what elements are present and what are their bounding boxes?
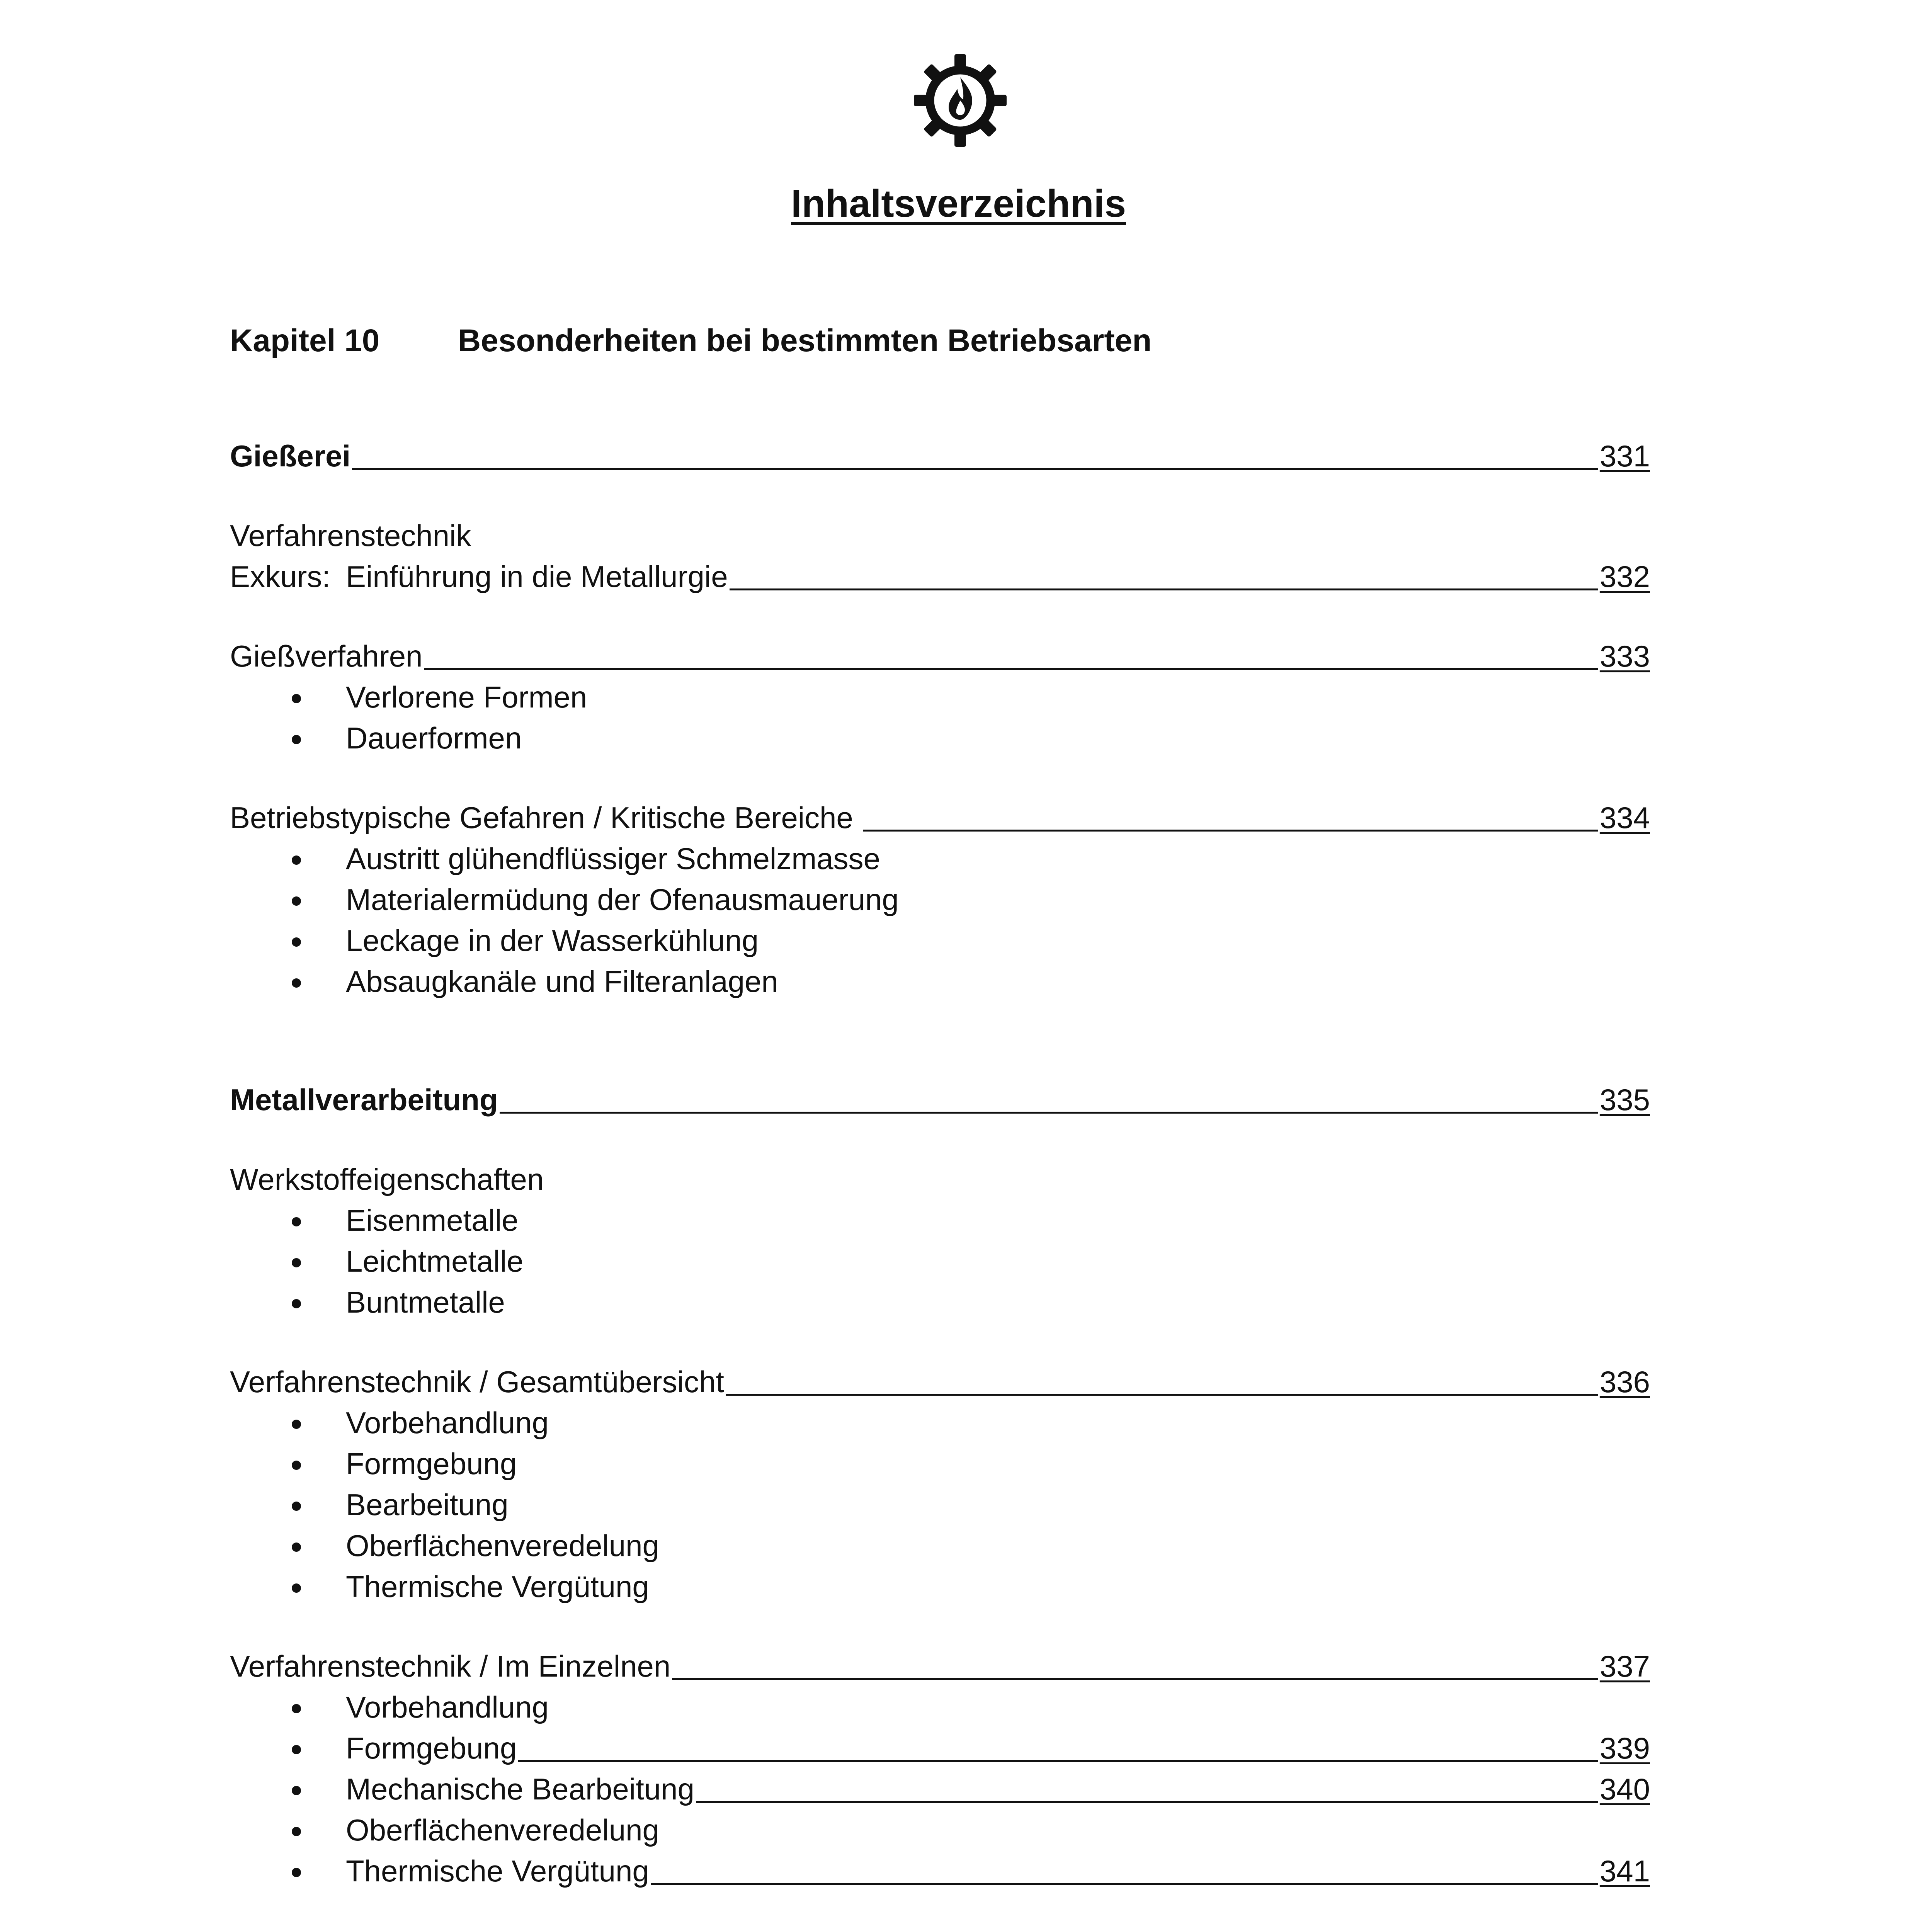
list-item: Absaugkanäle und Filteranlagen <box>230 958 1650 999</box>
page-number: 336 <box>1599 1365 1650 1399</box>
toc-entry-thermische-verguetung[interactable]: Thermische Vergütung 341 <box>230 1848 1650 1889</box>
toc-entry-giessverfahren[interactable]: Gießverfahren 333 <box>230 639 1650 673</box>
page-number: 337 <box>1599 1649 1650 1683</box>
list-item: Austritt glühendflüssiger Schmelzmasse <box>230 835 1650 876</box>
list-item: Vorbehandlung <box>230 1400 1650 1440</box>
toc-label: Verfahrenstechnik <box>230 519 471 553</box>
toc-entry-mechanische-bearbeitung[interactable]: Mechanische Bearbeitung 340 <box>230 1766 1650 1807</box>
chapter-number: Kapitel 10 <box>230 323 380 358</box>
page-number: 334 <box>1599 801 1650 835</box>
list-item: Eisenmetalle <box>230 1197 1650 1238</box>
page-number: 339 <box>1599 1731 1650 1765</box>
list-item: Oberflächenveredelung <box>230 1807 1650 1848</box>
list-item: Bearbeitung <box>230 1481 1650 1522</box>
list-item: Materialermüdung der Ofenausmauerung <box>230 876 1650 917</box>
toc-entry-formgebung[interactable]: Formgebung 339 <box>230 1725 1650 1766</box>
list-item: Verlorene Formen <box>230 674 1650 715</box>
toc-entry-exkurs[interactable]: Exkurs: Einführung in die Metallurgie 332 <box>230 560 1650 594</box>
page-number: 335 <box>1599 1083 1650 1117</box>
page-title: Inhaltsverzeichnis <box>791 182 1126 225</box>
list-item: Thermische Vergütung <box>230 1563 1650 1604</box>
toc-entry-im-einzelnen[interactable]: Verfahrenstechnik / Im Einzelnen 337 <box>230 1649 1650 1683</box>
list-item: Leichtmetalle <box>230 1238 1650 1279</box>
list-item: Dauerformen <box>230 715 1650 756</box>
list-item: Oberflächenveredelung <box>230 1522 1650 1563</box>
chapter-heading <box>230 323 1152 359</box>
toc-entry-gefahren-giesserei[interactable]: Betriebstypische Gefahren / Kritische Bereiche 334 <box>230 801 1650 835</box>
page-number: 332 <box>1599 560 1650 594</box>
list-item: Buntmetalle <box>230 1279 1650 1320</box>
toc-entry-metallverarbeitung[interactable]: Metallverarbeitung 335 <box>230 1083 1650 1117</box>
list-item: Formgebung <box>230 1440 1650 1481</box>
list-item: Leckage in der Wasserkühlung <box>230 917 1650 958</box>
page-number: 340 <box>1599 1772 1650 1806</box>
chapter-title: Besonderheiten bei bestimmten Betriebsarten <box>458 323 1152 358</box>
page-number: 333 <box>1599 639 1650 673</box>
page-number: 341 <box>1599 1854 1650 1888</box>
list-item: Vorbehandlung <box>230 1684 1650 1725</box>
toc-entry-gesamtuebersicht[interactable]: Verfahrenstechnik / Gesamtübersicht 336 <box>230 1365 1650 1399</box>
page-number: 331 <box>1599 439 1650 473</box>
table-of-contents <box>230 433 1650 1932</box>
toc-label: Werkstoffeigenschaften <box>230 1162 544 1196</box>
gear-flame-icon <box>912 52 1009 149</box>
toc-entry-giesserei[interactable]: Gießerei 331 <box>230 439 1650 473</box>
